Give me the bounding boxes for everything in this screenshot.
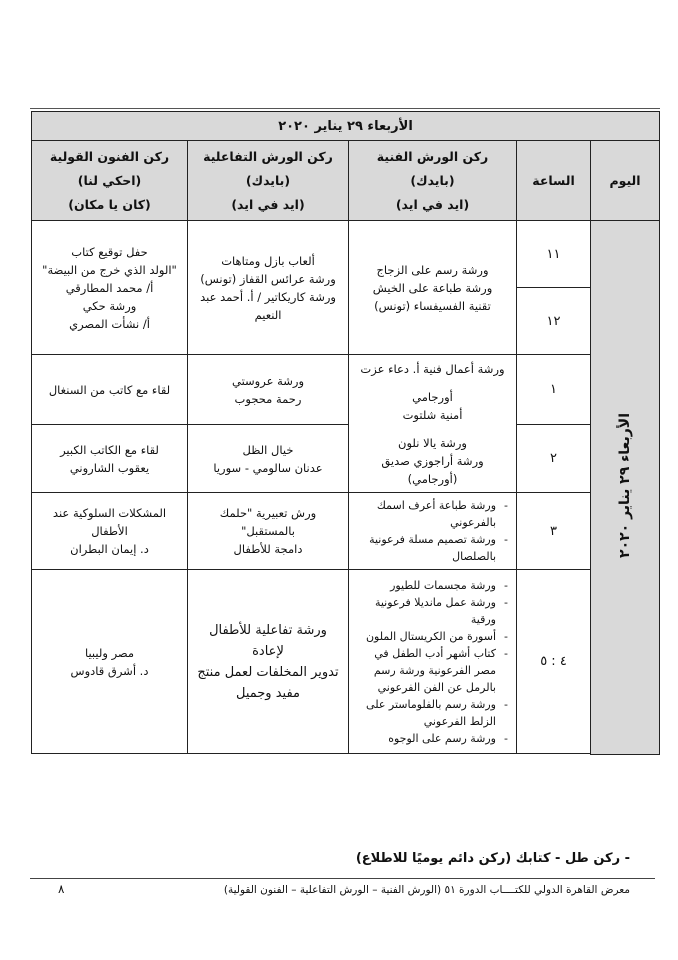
hour-3: ٣ bbox=[517, 493, 591, 570]
header-day: اليوم bbox=[591, 141, 660, 221]
interactive-3: ورش تعبيرية "حلمك بالمستقبل" دامجة للأطفال bbox=[188, 493, 349, 570]
interactive-11-12: ألعاب بازل ومتاهات ورشة عرائس القفاز (تونس) ورشة كاريكاتير / أ. أحمد عبد النعيم bbox=[188, 221, 349, 355]
table-title: الأربعاء ٢٩ يناير ٢٠٢٠ bbox=[32, 112, 660, 141]
hour-12: ١٢ bbox=[517, 288, 591, 355]
hour-4-5: ٤ : ٥ bbox=[517, 570, 591, 754]
art-11-12: ورشة رسم على الزجاج ورشة طباعة على الخيش تقنية الفسيفساء (تونس) bbox=[349, 221, 517, 355]
schedule-table bbox=[31, 111, 660, 755]
verbal-11-12: حفل توقيع كتاب "الولد الذي خرج من البيضة" أ/ محمد المطارقي ورشة حكي أ/ نشأت المصري bbox=[32, 221, 188, 355]
day-label: الأربعاء ٢٩ يناير ٢٠٢٠ bbox=[617, 413, 633, 559]
day-cell bbox=[591, 221, 660, 755]
verbal-1: لقاء مع كاتب من السنغال bbox=[32, 355, 188, 425]
verbal-2: لقاء مع الكاتب الكبير يعقوب الشاروني bbox=[32, 425, 188, 493]
header-verbal-arts: ركن الفنون القولية (احكي لنا) (كان يا مكان) bbox=[32, 141, 188, 221]
header-art-workshops: ركن الورش الفنية (بايدك) (ايد في ايد) bbox=[349, 141, 517, 221]
verbal-3: المشكلات السلوكية عند الأطفال د. إيمان البطران bbox=[32, 493, 188, 570]
hour-2: ٢ bbox=[517, 425, 591, 493]
interactive-4-5: ورشة تفاعلية للأطفال لإعادة تدوير المخلفات لعمل منتج مفيد وجميل bbox=[188, 570, 349, 754]
verbal-4-5: مصر وليبيا د. أشرق قادوس bbox=[32, 570, 188, 754]
footer-rule bbox=[30, 878, 655, 879]
hour-1: ١ bbox=[517, 355, 591, 425]
page-number: ٨ bbox=[58, 882, 65, 896]
permanent-corner-note: - ركن طل - كتابك (ركن دائم يوميًا للاطلاع) bbox=[355, 851, 630, 866]
footer-text: معرض القاهرة الدولي للكتــــاب الدورة ٥١ (الورش الفنية – الورش التفاعلية – الفنون القولية) bbox=[223, 884, 630, 896]
hour-11: ١١ bbox=[517, 221, 591, 288]
interactive-2: خيال الظل عدنان سالومي - سوريا bbox=[188, 425, 349, 493]
interactive-1: ورشة عروستي رحمة محجوب bbox=[188, 355, 349, 425]
header-hour: الساعة bbox=[517, 141, 591, 221]
art-1-2: ورشة أعمال فنية أ. دعاء عزت أورجامي أمنية شلتوت ورشة يالا نلون ورشة أراجوزي صديق (أورجامي) bbox=[349, 355, 517, 493]
art-3: - ورشة طباعة أعرف اسمك بالفرعوني - ورشة تصميم مسلة فرعونية بالصلصال bbox=[349, 493, 517, 570]
top-rule bbox=[30, 108, 660, 109]
art-4-5: - ورشة مجسمات للطيور - ورشة عمل مانديلا فرعونية ورقية - أسورة من الكريستال الملون - كتاب أشهر أدب الطفل في مصر الفرعونية ورشة رسم بالرمل عن الفن الفرعوني - ورشة رسم بالفلوماستر على الزلط الفرعوني - ورشة رسم على الوجوه bbox=[349, 570, 517, 754]
header-interactive-workshops: ركن الورش التفاعلية (بايدك) (ايد في ايد) bbox=[188, 141, 349, 221]
